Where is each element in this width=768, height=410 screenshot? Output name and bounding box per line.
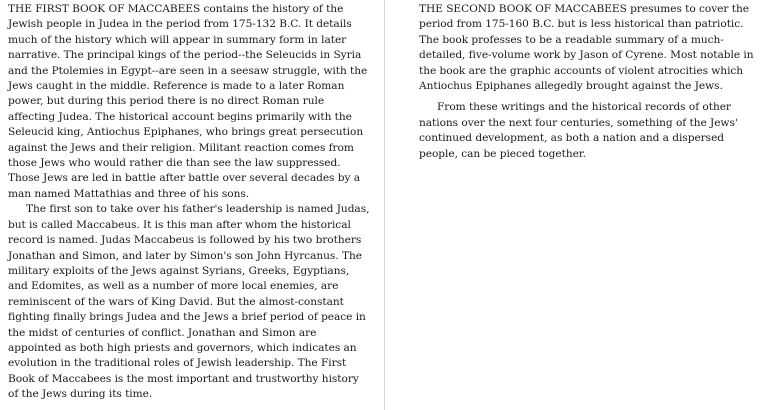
right-page	[385, 0, 768, 410]
second-maccabees-paragraph-1: THE SECOND BOOK OF MACCABEES presumes to cover the period from 175-160 B.C. but is less historical than patriotic. The book professes to be a readable summary of a much-detailed, five-volume work by Jason of Cyrene. Most notable in the book are the graphic accounts of violent atrocities which Antiochus Epiphanes allegedly brought against the Jews.	[419, 3, 754, 93]
first-maccabees-paragraph-2: The first son to take over his father's leadership is named Judas, but is called Maccabeus. It is this man after whom the historical record is named. Judas Maccabeus is followed by his two brothers Jonathan and Simon, and later by Simon's son John Hyrcanus. The military exploits of the Jews against Syrians, Greeks, Egyptians, and Edomites, as well as a number of more local enemies, are reminiscent of the wars of King David. But the almost-constant fighting finally brings Judea and the Jews a brief period of peace in the midst of centuries of conflict. Jonathan and Simon are appointed as both high priests and governors, which indicates an evolution in the traditional roles of Jewish leadership. The First Book of Maccabees is the most important and trustworthy history of the Jews during its time.	[8, 203, 370, 401]
second-maccabees-paragraph-2: From these writings and the historical records of other nations over the next four centuries, something of the Jews' continued development, as both a nation and a dispersed people, can be pieced together.	[419, 101, 738, 160]
first-maccabees-paragraph-1: THE FIRST BOOK OF MACCABEES contains the history of the Jewish people in Judea in the period from 175-132 B.C. It details much of the history which will appear in summary form in later narrative. The principal kings of the period--the Seleucids in Syria and the Ptolemies in Egypt--are seen in a seesaw struggle, with the Jews caught in the middle. Reference is made to a later Roman power, but during this period there is no direct Roman rule affecting Judea. The historical account begins primarily with the Seleucid king, Antiochus Epiphanes, who brings great persecution against the Jews and their religion. Militant reaction comes from those Jews who would rather die than see the law suppressed. Those Jews are led in battle after battle over several decades by a man named Mattathias and three of his sons.	[8, 3, 368, 200]
